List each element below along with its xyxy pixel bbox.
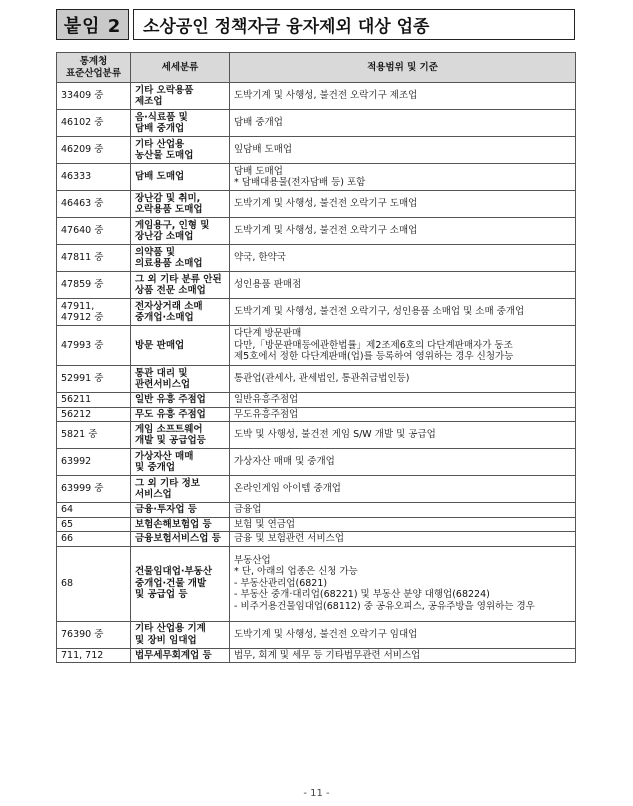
category-cell <box>131 83 230 110</box>
criteria-cell-line: 도박기계 및 사행성, 불건전 오락기구 제조업 <box>234 90 418 102</box>
category-cell-line: 중개업·소매업 <box>135 312 194 323</box>
criteria-cell-line: 일반유흥주점업 <box>234 394 299 405</box>
page-number: - 11 - <box>303 788 330 799</box>
category-cell-line: 담배 도매업 <box>135 171 185 183</box>
category-cell-line: 기타 산업용 <box>135 138 185 150</box>
category-cell-line: 그 외 기타 분류 안된 <box>135 273 222 285</box>
category-cell <box>131 366 230 393</box>
category-cell <box>131 272 230 299</box>
industry-code-cell-line: 66 <box>61 533 74 544</box>
category-cell-line: 통관 대리 및 <box>135 367 188 379</box>
criteria-cell-line: 무도유흥주점업 <box>234 408 299 420</box>
table-row <box>57 422 576 449</box>
column-header-code-line: 표준산업분류 <box>65 67 122 79</box>
industry-code-cell <box>57 546 131 621</box>
criteria-cell <box>230 532 576 547</box>
criteria-cell-line: 다만,「방문판매등에관한법률」제2조제6호의 다단계판매자가 동조 <box>234 339 513 351</box>
table-row <box>57 648 576 663</box>
category-cell-line: 법무세무회계업 등 <box>135 649 212 661</box>
category-cell-line: 게임 소프트웨어 <box>135 423 203 435</box>
industry-code-cell-line: 68 <box>61 577 74 589</box>
category-cell-line: 상품 전문 소매업 <box>135 285 206 296</box>
criteria-cell-line: 성인용품 판매점 <box>234 279 302 291</box>
industry-code-cell-line: 46102 중 <box>61 117 104 129</box>
industry-code-cell <box>57 137 131 164</box>
category-cell <box>131 532 230 547</box>
category-cell-line: 및 공급업 등 <box>135 589 188 601</box>
industry-code-cell <box>57 449 131 476</box>
category-cell <box>131 245 230 272</box>
criteria-cell <box>230 366 576 393</box>
industry-code-cell <box>57 366 131 393</box>
criteria-cell-line: 도박기계 및 사행성, 불건전 오락기구 도매업 <box>234 198 418 210</box>
criteria-cell-line: 온라인게임 아이템 중개업 <box>234 483 341 495</box>
industry-code-cell <box>57 621 131 648</box>
criteria-cell-line: 담배 도매업 <box>234 165 283 177</box>
table-row <box>57 83 576 110</box>
criteria-cell-line: 도박기계 및 사행성, 불건전 오락기구, 성인용품 소매업 및 소매 중개업 <box>234 306 525 318</box>
criteria-cell-line: 통관업(관세사, 관세법인, 통관취급법인등) <box>234 373 410 385</box>
category-cell-line: 금융·투자업 등 <box>135 504 197 515</box>
category-cell-line: 중개업·건물 개발 <box>135 577 207 589</box>
criteria-cell <box>230 326 576 366</box>
criteria-cell <box>230 164 576 191</box>
industry-code-cell <box>57 110 131 137</box>
category-cell-line: 기타 산업용 기계 <box>135 623 206 634</box>
industry-code-cell-line: 47912 중 <box>61 312 104 323</box>
criteria-cell-line: 다단계 방문판매 <box>234 328 302 340</box>
industry-code-cell-line: 65 <box>61 518 74 530</box>
excluded-industries-table <box>56 52 576 663</box>
category-cell-line: 게임용구, 인형 및 <box>135 219 210 231</box>
table-row <box>57 326 576 366</box>
industry-code-cell <box>57 272 131 299</box>
category-cell-line: 농산물 도매업 <box>135 150 194 161</box>
industry-code-cell-line: 711, 712 <box>61 649 104 661</box>
criteria-cell-line: - 부동산관리업(6821) <box>234 577 328 589</box>
industry-code-cell-line: 47640 중 <box>61 225 104 237</box>
industry-code-cell-line: 47911, <box>61 300 95 312</box>
criteria-cell-line: 가상자산 매매 및 중개업 <box>234 456 335 468</box>
industry-code-cell <box>57 245 131 272</box>
page-header <box>56 9 575 40</box>
industry-code-cell <box>57 393 131 408</box>
industry-code-cell <box>57 299 131 326</box>
table-row <box>57 137 576 164</box>
category-cell-line: 의료용품 소매업 <box>135 258 203 269</box>
criteria-cell <box>230 449 576 476</box>
industry-code-cell <box>57 648 131 663</box>
category-cell-line: 제조업 <box>135 96 163 107</box>
criteria-cell-line: 잎담배 도매업 <box>234 144 293 156</box>
category-cell-line: 방문 판매업 <box>135 339 185 351</box>
criteria-cell-line: 담배 중개업 <box>234 117 283 129</box>
criteria-cell-line: 부동산업 <box>234 554 271 566</box>
category-cell <box>131 393 230 408</box>
criteria-cell-line: 제5호에서 정한 다단계판매(업)를 등록하여 영위하는 경우 신청가능 <box>234 351 514 363</box>
category-cell-line: 서비스업 <box>135 489 172 500</box>
category-cell-line: 담배 중개업 <box>135 123 185 134</box>
column-header-code <box>57 53 131 83</box>
industry-code-cell-line: 76390 중 <box>61 628 104 640</box>
criteria-cell-line: 금융 및 보험관련 서비스업 <box>234 533 345 544</box>
industry-code-cell <box>57 407 131 422</box>
criteria-cell <box>230 245 576 272</box>
category-cell-line: 의약품 및 <box>135 246 176 258</box>
table-row <box>57 110 576 137</box>
category-cell-line: 일반 유흥 주점업 <box>135 394 206 405</box>
criteria-cell-line: 도박기계 및 사행성, 불건전 오락기구 소매업 <box>234 225 418 237</box>
criteria-cell-line: 보험 및 연금업 <box>234 518 296 530</box>
category-cell-line: 오락용품 도매업 <box>135 204 203 215</box>
industry-code-cell-line: 46333 <box>61 171 92 183</box>
criteria-cell <box>230 546 576 621</box>
attachment-badge: 붙임 2 <box>56 9 129 40</box>
criteria-cell <box>230 110 576 137</box>
industry-code-cell <box>57 532 131 547</box>
industry-code-cell-line: 63999 중 <box>61 483 104 495</box>
table-row <box>57 218 576 245</box>
table-row <box>57 245 576 272</box>
industry-code-cell-line: 52991 중 <box>61 373 104 385</box>
criteria-cell <box>230 218 576 245</box>
table-row <box>57 299 576 326</box>
industry-code-cell <box>57 164 131 191</box>
criteria-cell <box>230 422 576 449</box>
category-cell-line: 무도 유흥 주점업 <box>135 408 206 420</box>
industry-code-cell-line: 47859 중 <box>61 279 104 291</box>
category-cell-line: 보험손해보험업 등 <box>135 518 212 530</box>
industry-code-cell-line: 46463 중 <box>61 198 104 210</box>
criteria-cell <box>230 407 576 422</box>
criteria-cell <box>230 137 576 164</box>
category-cell-line: 건물임대업·부동산 <box>135 566 213 578</box>
industry-code-cell <box>57 218 131 245</box>
industry-code-cell <box>57 517 131 532</box>
industry-code-cell-line: 47993 중 <box>61 339 104 351</box>
industry-code-cell <box>57 422 131 449</box>
criteria-cell <box>230 191 576 218</box>
criteria-cell <box>230 621 576 648</box>
criteria-cell <box>230 83 576 110</box>
industry-code-cell-line: 47811 중 <box>61 252 104 264</box>
table-row <box>57 366 576 393</box>
page-title: 소상공인 정책자금 융자제외 대상 업종 <box>133 9 575 40</box>
category-cell <box>131 326 230 366</box>
table-body <box>57 83 576 663</box>
category-cell-line: 금융보험서비스업 등 <box>135 533 221 544</box>
category-cell <box>131 621 230 648</box>
criteria-cell <box>230 393 576 408</box>
criteria-cell <box>230 503 576 518</box>
table-row <box>57 407 576 422</box>
category-cell-line: 가상자산 매매 <box>135 450 194 462</box>
criteria-cell <box>230 299 576 326</box>
category-cell <box>131 218 230 245</box>
industry-code-cell-line: 64 <box>61 504 74 515</box>
category-cell-line: 개발 및 공급업등 <box>135 435 206 446</box>
category-cell <box>131 191 230 218</box>
column-header-criteria: 적용범위 및 기준 <box>230 53 576 83</box>
table-row <box>57 621 576 648</box>
table-row <box>57 517 576 532</box>
industry-code-cell <box>57 191 131 218</box>
category-cell <box>131 503 230 518</box>
industry-code-cell <box>57 326 131 366</box>
industry-code-cell-line: 56212 <box>61 408 92 420</box>
criteria-cell-line: * 단, 아래의 업종은 신청 가능 <box>234 566 358 578</box>
criteria-cell <box>230 272 576 299</box>
category-cell-line: 장난감 소매업 <box>135 231 194 242</box>
criteria-cell-line: 도박 및 사행성, 불건전 게임 S/W 개발 및 공급업 <box>234 429 436 441</box>
industry-code-cell-line: 56211 <box>61 394 92 405</box>
category-cell <box>131 648 230 663</box>
category-cell <box>131 110 230 137</box>
criteria-cell-line: 금융업 <box>234 504 262 515</box>
table-row <box>57 449 576 476</box>
industry-code-cell <box>57 503 131 518</box>
category-cell <box>131 299 230 326</box>
category-cell-line: 음·식료품 및 <box>135 111 188 123</box>
table-row <box>57 272 576 299</box>
criteria-cell-line: 약국, 한약국 <box>234 252 286 264</box>
category-cell-line: 및 장비 임대업 <box>135 634 197 646</box>
table-row <box>57 476 576 503</box>
category-cell-line: 그 외 기타 정보 <box>135 477 200 489</box>
criteria-cell-line: 도박기계 및 사행성, 불건전 오락기구 임대업 <box>234 628 418 640</box>
category-cell <box>131 546 230 621</box>
category-cell <box>131 407 230 422</box>
industry-code-cell <box>57 83 131 110</box>
category-cell <box>131 476 230 503</box>
criteria-cell <box>230 648 576 663</box>
industry-code-cell-line: 33409 중 <box>61 90 104 102</box>
table-row <box>57 164 576 191</box>
industry-code-cell-line: 46209 중 <box>61 144 104 156</box>
criteria-cell-line: 법무, 회계 및 세무 등 기타법무관련 서비스업 <box>234 649 421 661</box>
table-row <box>57 532 576 547</box>
criteria-cell-line: - 부동산 중개·대리업(68221) 및 부동산 분양 대행업(68224) <box>234 589 490 601</box>
table-row <box>57 503 576 518</box>
criteria-cell-line: - 비주거용건물임대업(68112) 중 공유오피스, 공유주방을 영위하는 경우 <box>234 600 535 612</box>
column-header-code-line: 통계청 <box>79 56 108 67</box>
criteria-cell-line: * 담배대용물(전자담배 등) 포함 <box>234 177 366 188</box>
table-row <box>57 393 576 408</box>
category-cell <box>131 137 230 164</box>
category-cell <box>131 449 230 476</box>
industry-code-cell-line: 5821 중 <box>61 429 98 441</box>
industry-code-cell-line: 63992 <box>61 456 92 468</box>
category-cell-line: 장난감 및 취미, <box>135 192 201 204</box>
category-cell-line: 관련서비스업 <box>135 379 191 390</box>
criteria-cell <box>230 517 576 532</box>
category-cell-line: 기타 오락용품 <box>135 84 194 96</box>
industry-code-cell <box>57 476 131 503</box>
category-cell-line: 및 중개업 <box>135 462 176 473</box>
criteria-cell <box>230 476 576 503</box>
column-header-category: 세세분류 <box>131 53 230 83</box>
category-cell <box>131 164 230 191</box>
table-row <box>57 546 576 621</box>
category-cell-line: 전자상거래 소매 <box>135 300 203 312</box>
category-cell <box>131 422 230 449</box>
table-row <box>57 191 576 218</box>
category-cell <box>131 517 230 532</box>
